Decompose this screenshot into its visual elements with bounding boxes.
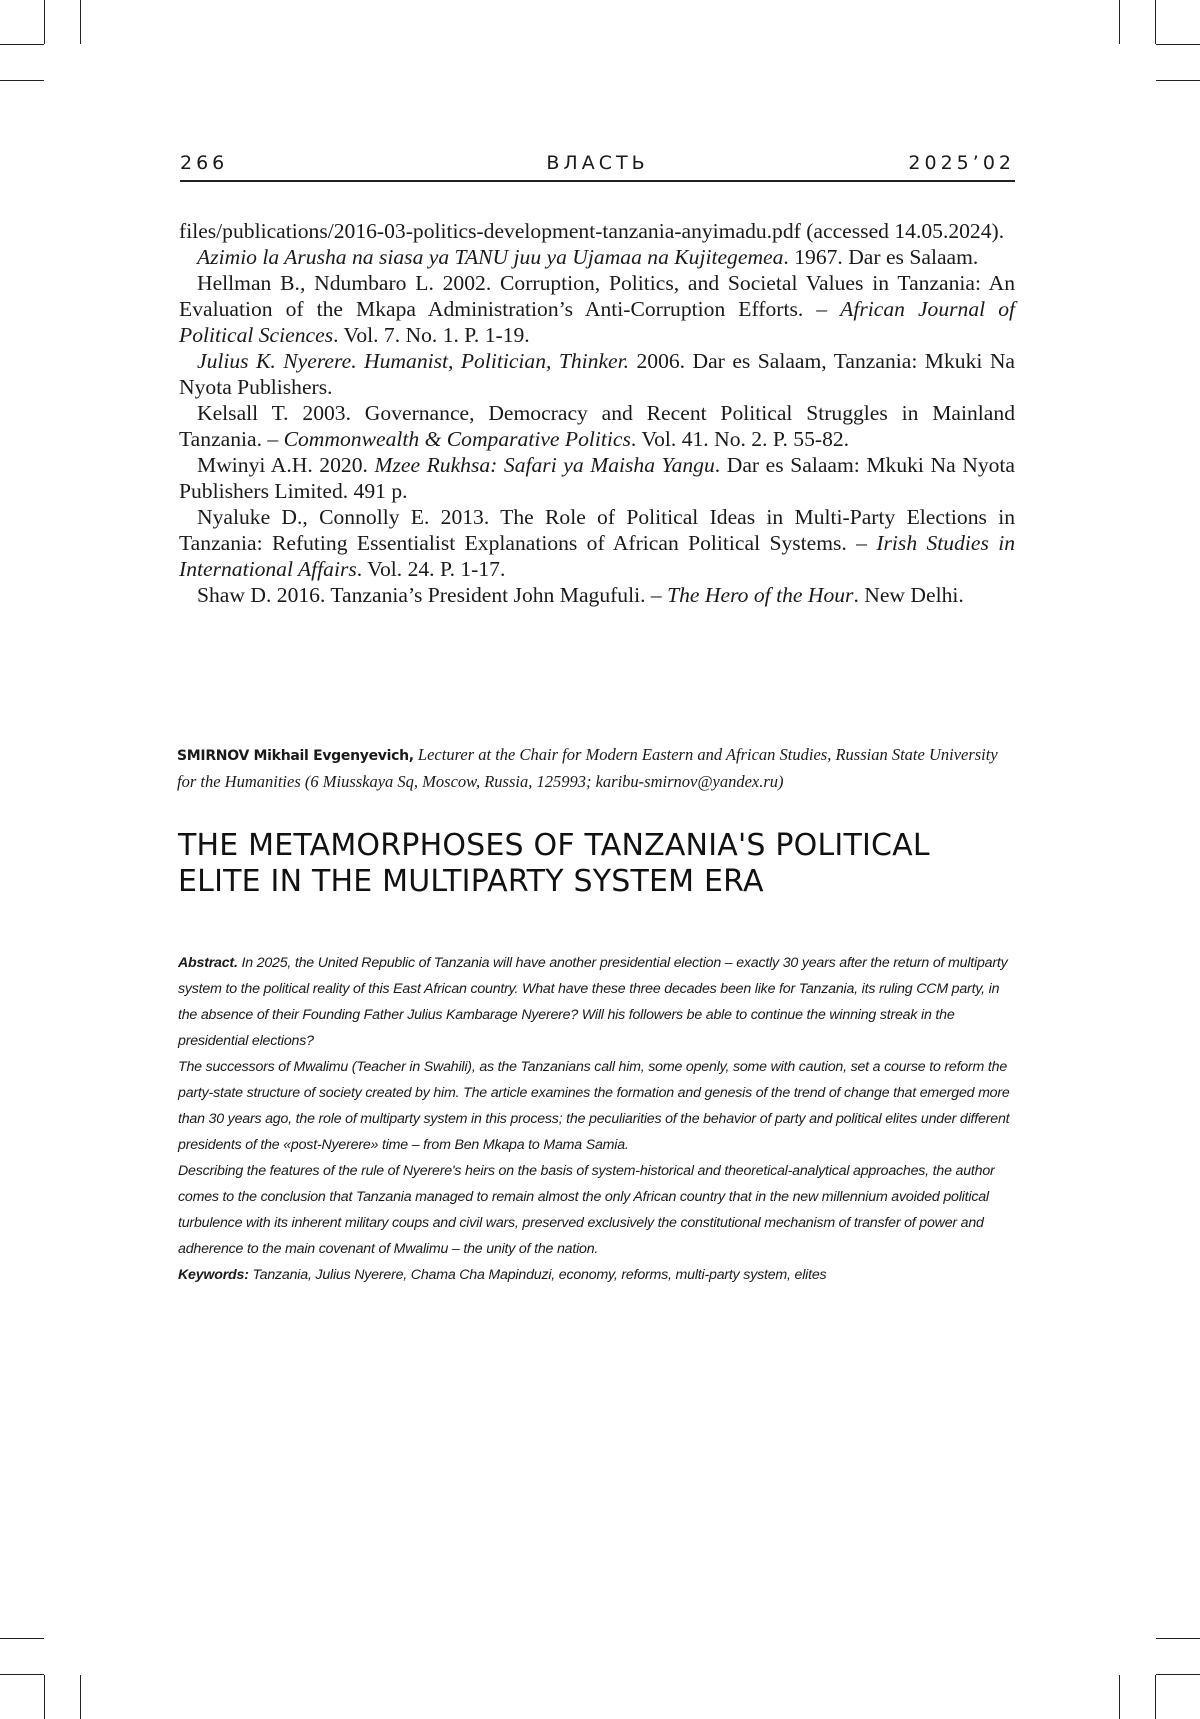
reference-text: 2006. Dar es Salaam, Tanzania: Mkuki Na Nyota Publishers. bbox=[179, 349, 1016, 399]
reference-italic-text: Julius K. Nyerere. Humanist, Politician, Thinker. bbox=[197, 349, 630, 373]
reference-text: Nyaluke D., Connolly E. 2013. The Role of Political Ideas in Multi-Party Elections in Tanzania: Refuting Essentialist Explanations of African Political Systems. – bbox=[179, 505, 1015, 555]
reference-text: . Vol. 24. P. 1-17. bbox=[356, 557, 506, 581]
issue-number: 2025’02 bbox=[908, 152, 1015, 174]
reference-item bbox=[179, 270, 1015, 348]
reference-item bbox=[179, 400, 1015, 452]
abstract-text: Describing the features of the rule of Nyerere's heirs on the basis of system-historical and theoretical-analytical approaches, the author comes to the conclusion that Tanzania managed to remain almost the only African country that in the new millennium avoided political turbulence with its inherent military coups and civil wars, preserved exclusively the constitutional mechanism of transfer of power and adherence to the main covenant of Mwalimu – the unity of the nation. bbox=[178, 1163, 995, 1257]
crop-mark bbox=[1156, 1638, 1200, 1639]
article-title: THE METAMORPHOSES OF TANZANIA'S POLITICAL ELITE IN THE MULTIPARTY SYSTEM ERA bbox=[178, 828, 930, 899]
crop-mark bbox=[1155, 0, 1156, 44]
keywords-label: Keywords: bbox=[178, 1267, 249, 1283]
reference-text: . 1967. Dar es Salaam. bbox=[783, 245, 979, 269]
crop-mark bbox=[80, 1675, 81, 1719]
reference-item bbox=[179, 582, 1015, 608]
reference-italic-text: Commonwealth & Comparative Politics bbox=[283, 427, 631, 451]
abstract-paragraph bbox=[178, 950, 1018, 1054]
author-affiliation: Lecturer at the Chair for Modern Eastern and African Studies, Russian State University for the Humanities (6 Miusskaya Sq, Moscow, Russia, 125993; karibu-smirnov@yandex.ru) bbox=[177, 745, 998, 791]
abstract-text: The successors of Mwalimu (Teacher in Swahili), as the Tanzanians call him, some openly, some with caution, set a course to reform the party-state structure of society created by him. The article examines the formation and genesis of the trend of change that emerged more than 30 years ago, the role of multiparty system in this process; the peculiarities of the behavior of party and political elites under different presidents of the «post-Nyerere» time – from Ben Mkapa to Mama Samia. bbox=[178, 1059, 1010, 1153]
reference-italic-text: African Journal of Political Sciences bbox=[179, 297, 1015, 347]
abstract-label: Abstract. bbox=[178, 955, 238, 971]
reference-text: Mwinyi A.H. 2020. bbox=[197, 453, 375, 477]
reference-text: . New Delhi. bbox=[853, 583, 964, 607]
reference-item bbox=[179, 244, 1015, 270]
crop-mark bbox=[1156, 44, 1200, 45]
abstract bbox=[178, 950, 1018, 1288]
abstract-text: In 2025, the United Republic of Tanzania will have another presidential election – exactly 30 years after the return of multiparty system to the political reality of this East African country. What have these three decades been like for Tanzania, its ruling CCM party, in the absence of their Founding Father Julius Kambarage Nyerere? Will his followers be able to continue the winning streak in the presidential elections? bbox=[178, 955, 1008, 1049]
crop-mark bbox=[0, 1674, 44, 1675]
keywords-text: Tanzania, Julius Nyerere, Chama Cha Mapinduzi, economy, reforms, multi-party system, elites bbox=[252, 1267, 827, 1283]
reference-text: Hellman B., Ndumbaro L. 2002. Corruption, Politics, and Societal Values in Tanzania: An Evaluation of the Mkapa Administration’s Anti-Corruption Efforts. – bbox=[179, 271, 1015, 321]
reference-item bbox=[179, 218, 1015, 244]
abstract-paragraph bbox=[178, 1158, 1018, 1262]
reference-list bbox=[179, 218, 1015, 608]
crop-mark bbox=[1156, 80, 1200, 81]
crop-mark bbox=[1155, 1675, 1156, 1719]
reference-item bbox=[179, 452, 1015, 504]
reference-item bbox=[179, 504, 1015, 582]
reference-text: Kelsall T. 2003. Governance, Democracy and Recent Political Struggles in Mainland Tanzania. – bbox=[179, 401, 1015, 451]
running-head bbox=[180, 150, 1015, 182]
crop-mark bbox=[1119, 0, 1120, 44]
crop-mark bbox=[80, 0, 81, 44]
reference-text: files/publications/2016-03-politics-development-tanzania-anyimadu.pdf (accessed 14.05.2024). bbox=[179, 219, 1005, 243]
reference-italic-text: Irish Studies in International Affairs bbox=[179, 531, 1015, 581]
crop-mark bbox=[1119, 1675, 1120, 1719]
page-number: 266 bbox=[180, 152, 229, 174]
crop-mark bbox=[0, 44, 44, 45]
reference-text: . Vol. 7. No. 1. P. 1-19. bbox=[333, 323, 530, 347]
reference-italic-text: The Hero of the Hour bbox=[667, 583, 854, 607]
abstract-paragraph bbox=[178, 1054, 1018, 1158]
reference-text: Shaw D. 2016. Tanzania’s President John Magufuli. – bbox=[197, 583, 668, 607]
keywords bbox=[178, 1262, 1018, 1288]
crop-mark bbox=[1156, 1674, 1200, 1675]
reference-text: . Vol. 41. No. 2. P. 55-82. bbox=[630, 427, 850, 451]
journal-name: ВЛАСТЬ bbox=[546, 152, 649, 174]
reference-text: . Dar es Salaam: Mkuki Na Nyota Publishers Limited. 491 p. bbox=[179, 453, 1016, 503]
author-name: SMIRNOV Mikhail Evgenyevich, bbox=[177, 748, 414, 764]
reference-italic-text: Mzee Rukhsa: Safari ya Maisha Yangu bbox=[374, 453, 715, 477]
crop-mark bbox=[44, 0, 45, 44]
reference-italic-text: Azimio la Arusha na siasa ya TANU juu ya Ujamaa na Kujitegemea bbox=[197, 245, 784, 269]
crop-mark bbox=[0, 80, 44, 81]
crop-mark bbox=[0, 1638, 44, 1639]
reference-item bbox=[179, 348, 1015, 400]
crop-mark bbox=[44, 1675, 45, 1719]
author-info bbox=[177, 742, 1017, 795]
